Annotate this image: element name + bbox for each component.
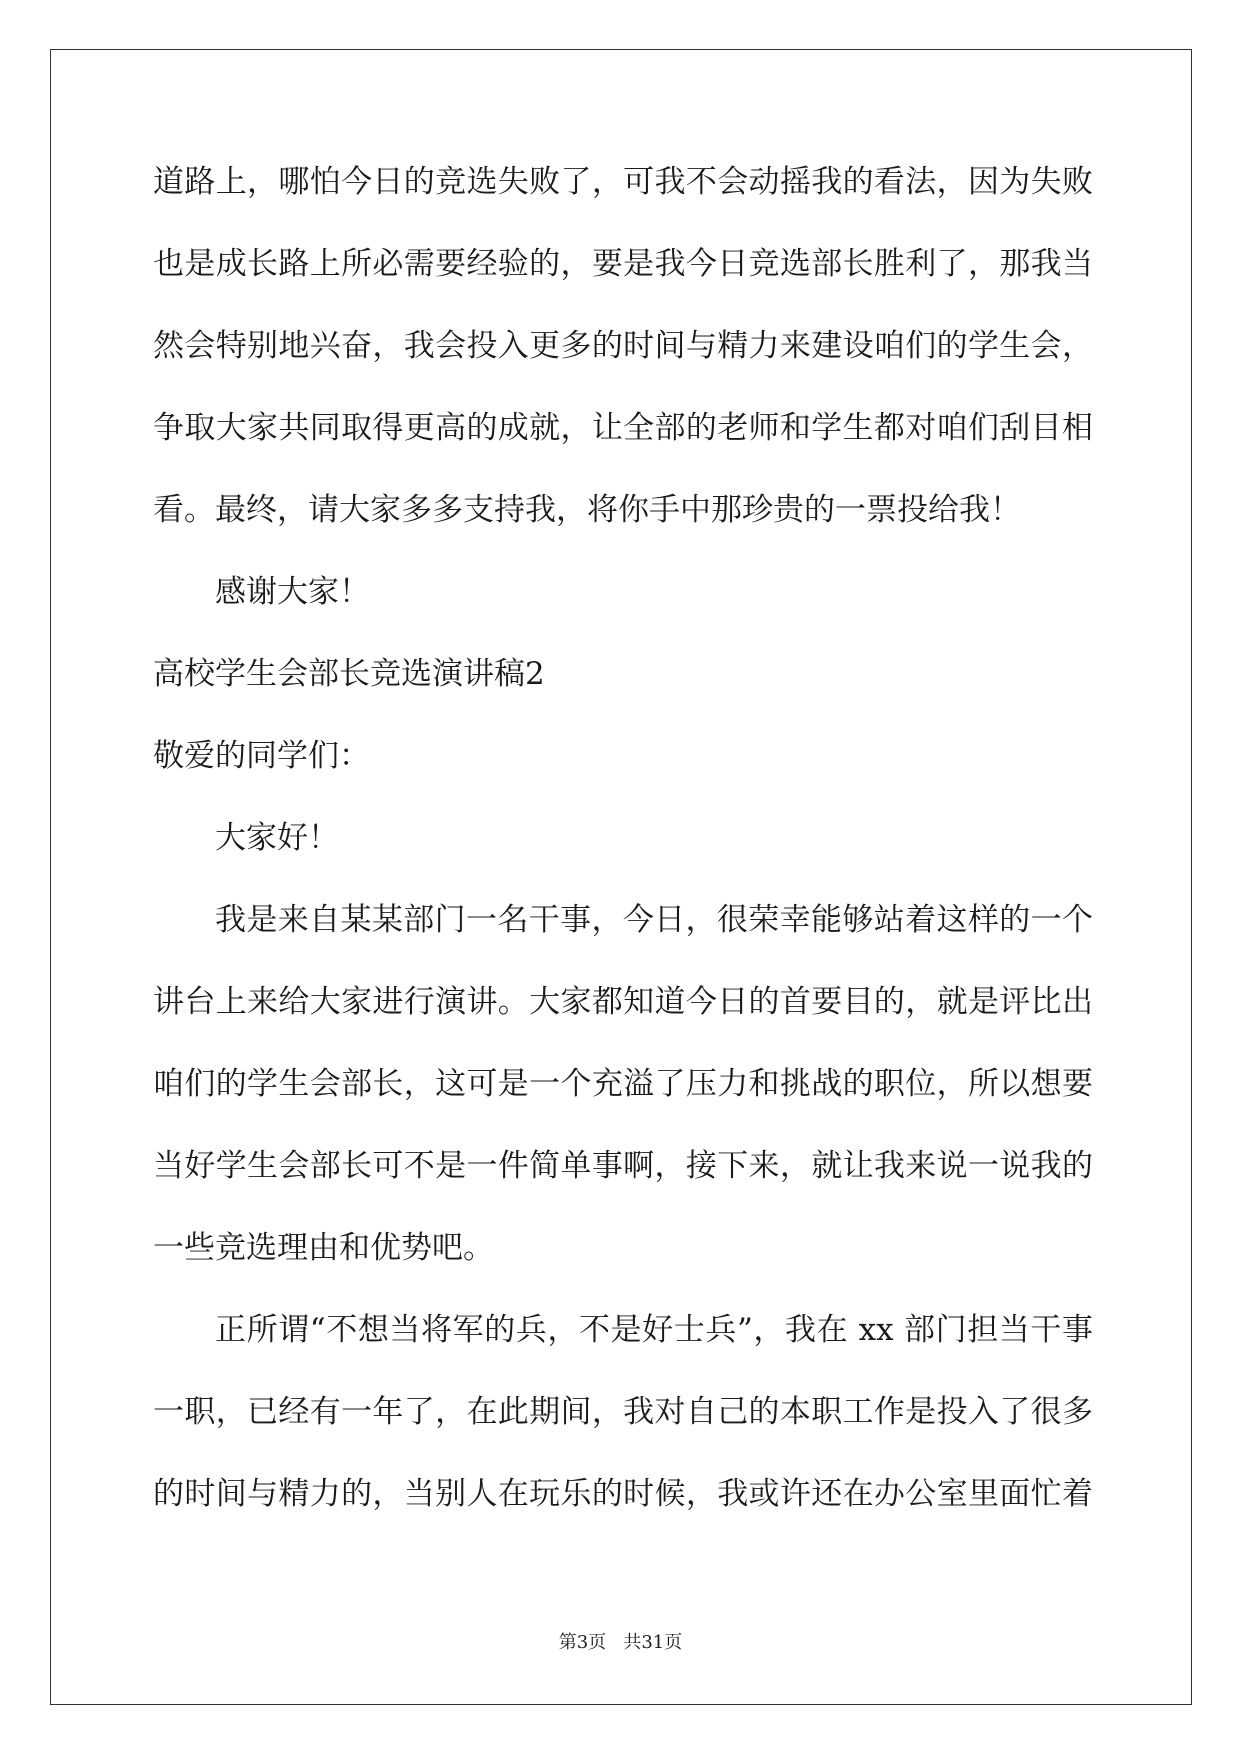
paragraph-line: 我是来自某某部门一名干事，今日，很荣幸能够站着这样的一个 [215, 902, 1093, 938]
paragraph-line: 也是成长路上所必需要经验的，要是我今日竞选部长胜利了，那我当 [153, 246, 1093, 282]
greeting: 大家好！ [215, 820, 339, 856]
paragraph-line: 讲台上来给大家进行演讲。大家都知道今日的首要目的，就是评比出 [153, 984, 1093, 1020]
salutation: 敬爱的同学们： [153, 738, 370, 774]
paragraph-line: 正所谓“不想当将军的兵，不是好士兵”，我在 xx 部门担当干事 [215, 1312, 1093, 1348]
paragraph-line: 咱们的学生会部长，这可是一个充溢了压力和挑战的职位，所以想要 [153, 1066, 1093, 1102]
paragraph-line: 然会特别地兴奋，我会投入更多的时间与精力来建设咱们的学生会， [153, 328, 1093, 364]
paragraph-line: 一职，已经有一年了，在此期间，我对自己的本职工作是投入了很多 [153, 1394, 1093, 1430]
paragraph-line: 一些竞选理由和优势吧。 [153, 1230, 494, 1266]
paragraph-line: 道路上，哪怕今日的竞选失败了，可我不会动摇我的看法，因为失败 [153, 164, 1093, 200]
paragraph-line: 看。最终，请大家多多支持我，将你手中那珍贵的一票投给我！ [153, 492, 1021, 528]
paragraph-line: 当好学生会部长可不是一件简单事啊，接下来，就让我来说一说我的 [153, 1148, 1093, 1184]
page-number: 第3页 共31页 [558, 1632, 683, 1653]
paragraph-line: 的时间与精力的，当别人在玩乐的时候，我或许还在办公室里面忙着 [153, 1476, 1093, 1512]
section-title: 高校学生会部长竞选演讲稿2 [153, 656, 545, 692]
paragraph-line: 争取大家共同取得更高的成就，让全部的老师和学生都对咱们刮目相 [153, 410, 1093, 446]
page-border [50, 49, 1192, 1705]
closing-thanks: 感谢大家！ [215, 574, 370, 610]
